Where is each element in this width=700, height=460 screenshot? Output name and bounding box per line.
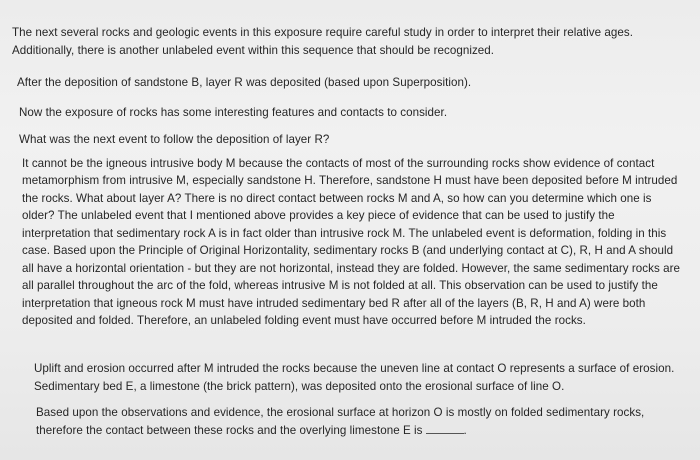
after-sandstone-paragraph: After the deposition of sandstone B, layer R was deposited (based upon Superposition).	[17, 76, 472, 89]
conclusion-paragraph	[36, 404, 686, 439]
explanation-paragraph: It cannot be the igneous intrusive body M because the contacts of most of the surrounding rocks show evidence of contact metamorphism from intrusive M, especially sandstone H. Therefore, sandstone H must have been deposited before M intruded the rocks. What about layer A? There is no direct contact between rocks M and A, so how can you determine which one is older? The unlabeled event that I mentioned above provides a key piece of evidence that can be used to justify the interpretation that sedimentary rock A is in fact older than intrusive rock M. The unlabeled event is deformation, folding in this case. Based upon the Principle of Original Horizontality, sedimentary rocks B (and underlying contact at C), R, H and A should all have a horizontal orientation - but they are not horizontal, instead they are folded. However, the same sedimentary rocks are all parallel throughout the arc of the fold, whereas intrusive M is not folded at all. This observation can be used to justify the interpretation that igneous rock M must have intruded sedimentary bed R after all of the layers (B, R, H and A) were both deposited and folded. Therefore, an unlabeled folding event must have occurred before M intruded the rocks.	[22, 157, 680, 328]
exposure-paragraph: Now the exposure of rocks has some interesting features and contacts to consider.	[19, 106, 448, 119]
answer-blank[interactable]	[426, 423, 464, 434]
intro-paragraph: The next several rocks and geologic events in this exposure require careful study in order to interpret their relative ages. Additionally, there is another unlabeled event within this sequence that should be recognized.	[12, 26, 633, 57]
uplift-paragraph: Uplift and erosion occurred after M intruded the rocks because the uneven line at contact O represents a surface of erosion. Sedimentary bed E, a limestone (the brick pattern), was deposited onto the erosional surface of line O.	[34, 362, 675, 393]
blank-period: .	[463, 423, 467, 437]
conclusion-text: Based upon the observations and evidence, the erosional surface at horizon O is mostly on folded sedimentary rocks, therefore the contact between these rocks and the overlying limestone E is	[36, 406, 645, 437]
question-paragraph: What was the next event to follow the deposition of layer R?	[19, 133, 330, 146]
